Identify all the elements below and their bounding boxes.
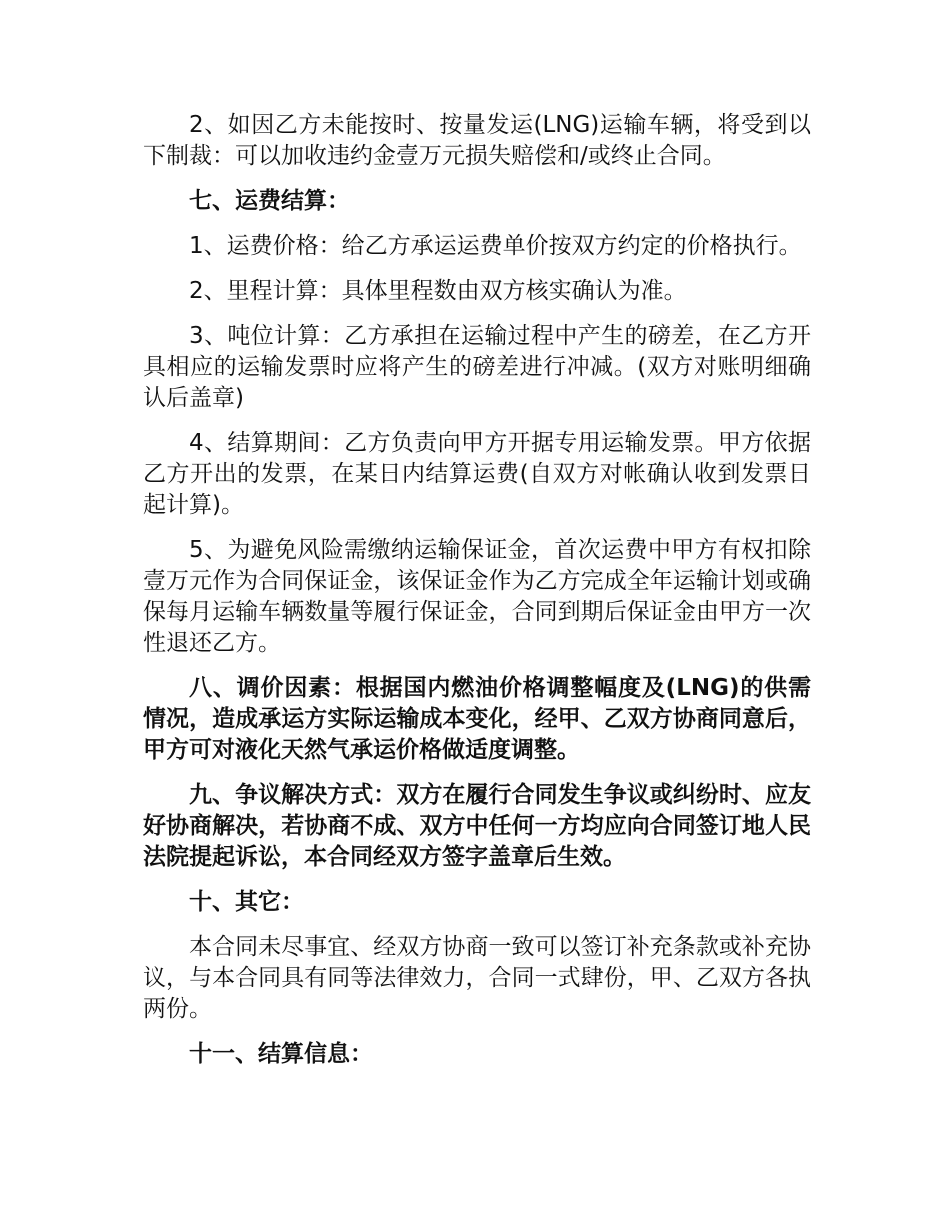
clause-tonnage: 3、吨位计算：乙方承担在运输过程中产生的磅差，在乙方开具相应的运输发票时应将产生的磅差进行冲减。(双方对账明细确认后盖章) [143,323,811,411]
clause-penalty: 2、如因乙方未能按时、按量发运(LNG)运输车辆，将受到以下制裁：可以加收违约金壹万元损失赔偿和/或终止合同。 [143,112,811,169]
section-heading-freight-settlement: 七、运费结算： [189,188,350,214]
clause-freight-price: 1、运费价格：给乙方承运运费单价按双方约定的价格执行。 [189,233,802,259]
section-dispute-resolution: 九、争议解决方式：双方在履行合同发生争议或纠纷时、应友好协商解决，若协商不成、双方中任何一方均应向合同签订地人民法院提起诉讼，本合同经双方签字盖章后生效。 [143,782,811,870]
clause-deposit: 5、为避免风险需缴纳运输保证金，首次运费中甲方有权扣除壹万元作为合同保证金，该保证金作为乙方完成全年运输计划或确保每月运输车辆数量等履行保证金，合同到期后保证金由甲方一次性退还乙方。 [143,537,811,656]
section-heading-other: 十、其它： [189,889,304,915]
clause-mileage: 2、里程计算：具体里程数由双方核实确认为准。 [189,278,687,304]
clause-supplementary: 本合同未尽事宜、经双方协商一致可以签订补充条款或补充协议，与本合同具有同等法律效力，合同一式肆份，甲、乙双方各执两份。 [143,934,811,1022]
section-price-adjustment: 八、调价因素：根据国内燃油价格调整幅度及(LNG)的供需情况，造成承运方实际运输成本变化，经甲、乙双方协商同意后，甲方可对液化天然气承运价格做适度调整。 [143,675,811,763]
section-heading-settlement-info: 十一、结算信息： [189,1041,373,1067]
document-page [143,110,811,1084]
clause-settlement-period: 4、结算期间：乙方负责向甲方开据专用运输发票。甲方依据乙方开出的发票，在某日内结算运费(自双方对帐确认收到发票日起计算)。 [143,430,811,518]
